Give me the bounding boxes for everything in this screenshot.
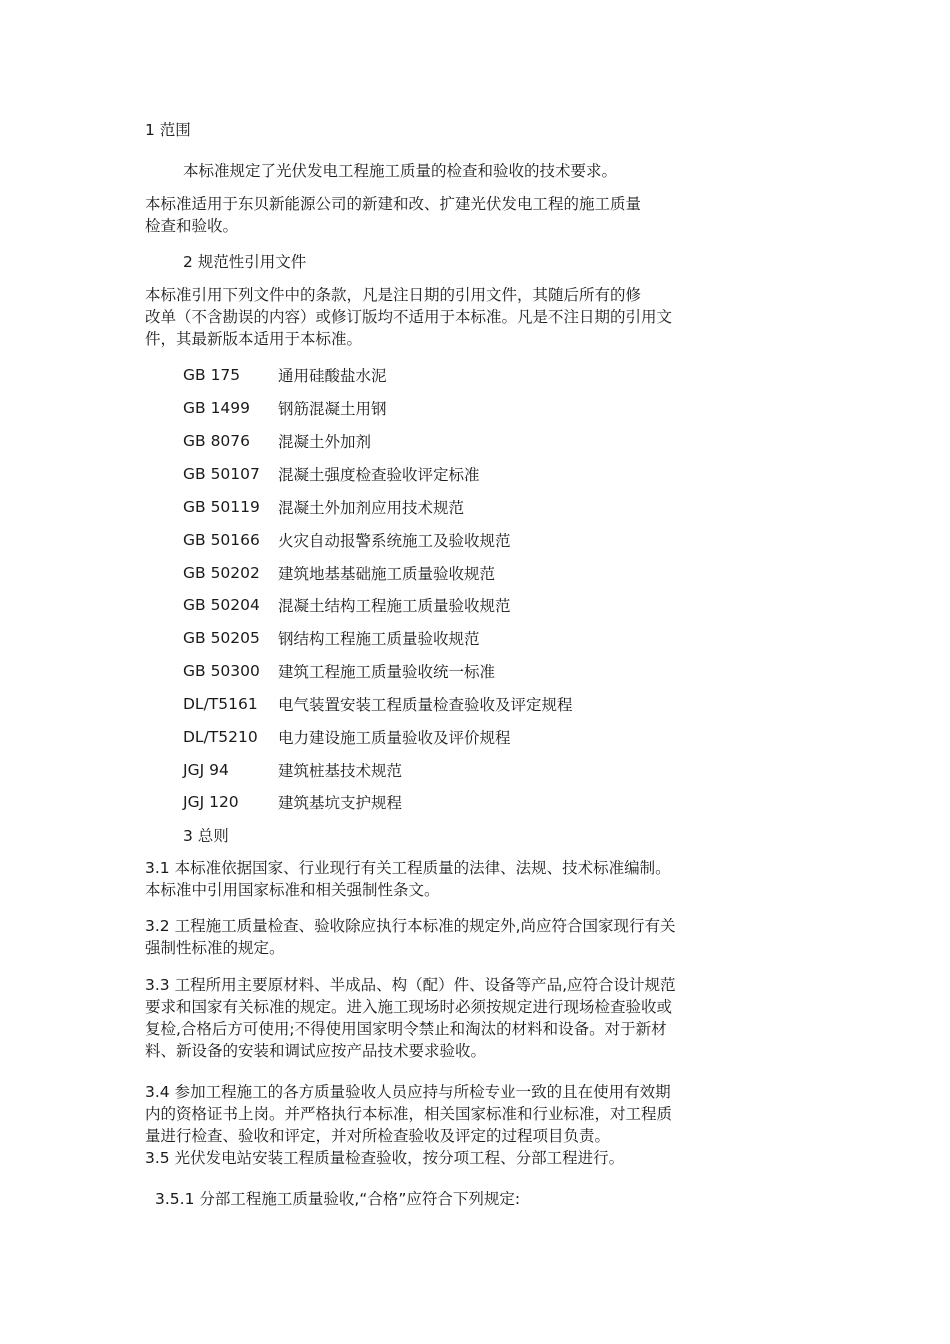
reference-name: 钢结构工程施工质量验收规范 [278,630,480,648]
section-heading-2: 2 规范性引用文件 [183,253,307,271]
reference-code: GB 50204 [183,596,260,614]
reference-name: 通用硅酸盐水泥 [278,367,387,385]
reference-code: GB 50300 [183,662,260,680]
reference-name: 混凝土强度检查验收评定标准 [278,466,480,484]
reference-code: GB 50107 [183,465,260,483]
clause-3-2-line: 强制性标准的规定。 [145,939,285,957]
section-heading-3: 3 总则 [183,827,229,845]
reference-name: 混凝土外加剂应用技术规范 [278,499,465,517]
reference-code: GB 8076 [183,432,251,450]
reference-name: 混凝土结构工程施工质量验收规范 [278,597,511,615]
reference-name: 火灾自动报警系统施工及验收规范 [278,532,511,550]
reference-code: GB 50119 [183,498,260,516]
reference-name: 混凝土外加剂 [278,433,372,451]
reference-name: 电力建设施工质量验收及评价规程 [278,729,511,747]
clause-3-4-line: 内的资格证书上岗。并严格执行本标准，相关国家标准和行业标准，对工程质 [145,1105,673,1123]
reference-code: DL/T5161 [183,695,258,713]
clause-3-2-line: 3.2 工程施工质量检查、验收除应执行本标准的规定外,尚应符合国家现行有关 [145,917,676,935]
clause-3-3-line: 要求和国家有关标准的规定。进入施工现场时必须按规定进行现场检查验收或 [145,998,673,1016]
reference-code: DL/T5210 [183,728,258,746]
clause-3-5: 3.5 光伏发电站安装工程质量检查验收，按分项工程、分部工程进行。 [145,1149,625,1167]
reference-code: GB 50205 [183,629,260,647]
reference-code: GB 50166 [183,531,260,549]
reference-name: 建筑基坑支护规程 [278,794,403,812]
paragraph: 本标准规定了光伏发电工程施工质量的检查和验收的技术要求。 [183,162,618,180]
clause-3-1-line: 本标准中引用国家标准和相关强制性条文。 [145,881,440,899]
clause-3-3-line: 料、新设备的安装和调试应按产品技术要求验收。 [145,1042,487,1060]
reference-name: 建筑桩基技术规范 [278,762,403,780]
reference-code: GB 1499 [183,399,251,417]
reference-name: 建筑地基基础施工质量验收规范 [278,565,496,583]
clause-3-3-line: 3.3 工程所用主要原材料、半成品、构（配）件、设备等产品,应符合设计规范 [145,976,676,994]
section-heading-1: 1 范围 [145,121,191,139]
paragraph-line: 检查和验收。 [145,217,239,235]
clause-3-1-line: 3.1 本标准依据国家、行业现行有关工程质量的法律、法规、技术标准编制。 [145,859,671,877]
clause-3-3-line: 复检,合格后方可使用;不得使用国家明令禁止和淘汰的材料和设备。对于新材 [145,1020,667,1038]
paragraph-line: 改单（不含勘误的内容）或修订版均不适用于本标准。凡是不注日期的引用文 [145,308,673,326]
paragraph-line: 本标准适用于东贝新能源公司的新建和改、扩建光伏发电工程的施工质量 [145,195,642,213]
reference-code: GB 175 [183,366,241,384]
reference-name: 电气装置安装工程质量检查验收及评定规程 [278,696,573,714]
reference-name: 钢筋混凝土用钢 [278,400,387,418]
reference-code: JGJ 94 [183,761,229,779]
clause-3-5-1: 3.5.1 分部工程施工质量验收,“合格”应符合下列规定: [155,1190,521,1208]
clause-3-4-line: 3.4 参加工程施工的各方质量验收人员应持与所检专业一致的且在使用有效期 [145,1083,671,1101]
reference-code: GB 50202 [183,564,260,582]
paragraph-line: 件，其最新版本适用于本标准。 [145,330,363,348]
paragraph-line: 本标准引用下列文件中的条款，凡是注日期的引用文件，其随后所有的修 [145,286,642,304]
clause-3-4-line: 量进行检查、验收和评定，并对所检查验收及评定的过程项目负责。 [145,1127,611,1145]
reference-name: 建筑工程施工质量验收统一标准 [278,663,496,681]
reference-code: JGJ 120 [183,793,239,811]
